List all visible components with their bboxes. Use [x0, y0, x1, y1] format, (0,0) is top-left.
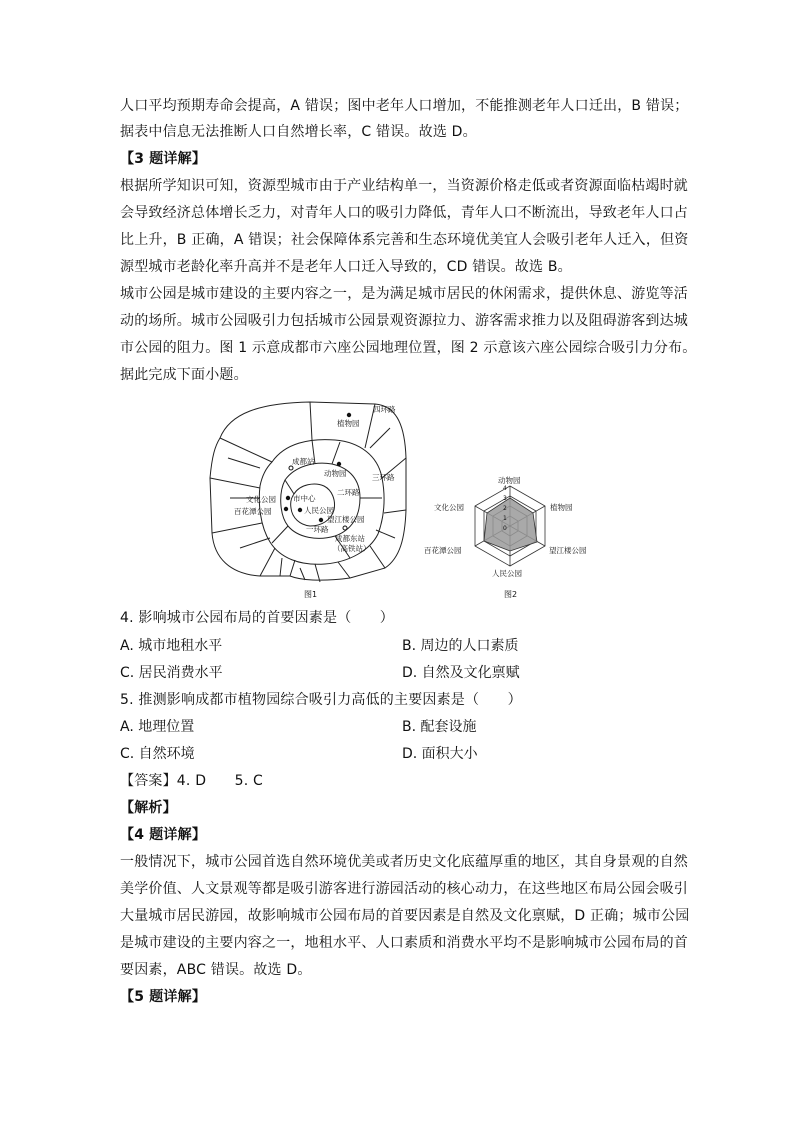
radar-axis-label: 文化公园 [434, 503, 464, 512]
analysis-header: 【解析】 [120, 800, 177, 816]
radar-area [484, 498, 537, 551]
city-center-label: 市中心 [293, 494, 316, 503]
figure1-map [210, 402, 406, 582]
paragraph-line: 据表中信息无法推断人口自然增长率，C 错误。故选 D。 [120, 124, 477, 140]
q4-header: 【4 题详解】 [120, 827, 207, 843]
radar-tick: 4 [503, 485, 507, 492]
chengdu-station-marker [289, 466, 293, 470]
radar-tick: 3 [503, 495, 507, 502]
paragraph-line: 城市公园是城市建设的主要内容之一，是为满足城市居民的休闲需求，提供休息、游览等活 [120, 286, 688, 302]
high-speed-label: （高铁站） [333, 544, 371, 553]
question5-option-b[interactable]: B. 配套设施 [402, 719, 477, 735]
minor-roads [228, 428, 395, 580]
botanical-label: 植物园 [337, 419, 360, 428]
paragraph-line: 市公园的阻力。图 1 示意成都市六座公园地理位置，图 2 示意该六座公园综合吸引力分布。 [120, 340, 697, 356]
question5-stem: 5. 推测影响成都市植物园综合吸引力高低的主要因素是（ ） [120, 692, 522, 708]
radar-axis-label: 植物园 [550, 503, 573, 512]
city-center-marker [286, 496, 290, 500]
botanical-marker [347, 413, 351, 417]
radar-axis-label: 人民公园 [492, 569, 522, 578]
question4-option-b[interactable]: B. 周边的人口素质 [402, 638, 519, 654]
radar-axis-label: 动物园 [498, 476, 521, 485]
paragraph-line: 源型城市老龄化率升高并不是老年人口迁入导致的，CD 错误。故选 B。 [120, 259, 572, 275]
figure2-caption: 图2 [504, 590, 518, 599]
paragraph-line: 人口平均预期寿命会提高，A 错误；图中老年人口增加，不能推测老年人口迁出，B 错误； [120, 98, 689, 114]
paragraph-line: 会导致经济总体增长乏力，对青年人口的吸引力降低，青年人口不断流出，导致老年人口占 [120, 205, 688, 221]
peoples-park-marker [298, 508, 302, 512]
east-station-label: 成都东站 [335, 534, 365, 543]
paragraph-line: 美学价值、人文景观等都是吸引游客进行游园活动的核心动力，在这些地区布局公园会吸引 [120, 881, 688, 897]
question4-option-c[interactable]: C. 居民消费水平 [120, 665, 223, 681]
paragraph-line: 一般情况下，城市公园首选自然环境优美或者历史文化底蕴厚重的地区，其自身景观的自然 [120, 854, 688, 870]
culture-park-label: 文化公园 [246, 495, 276, 504]
paragraph-line: 要因素，ABC 错误。故选 D。 [120, 962, 312, 978]
paragraph-line: 是城市建设的主要内容之一，地租水平、人口素质和消费水平均不是影响城市公园布局的首 [120, 935, 688, 951]
wangjiang-marker [319, 518, 323, 522]
q3-header: 【3 题详解】 [120, 151, 207, 167]
paragraph-line: 大量城市居民游园，故影响城市公园布局的首要因素是自然及文化禀赋，D 正确；城市公园 [120, 908, 690, 924]
zoo-marker [337, 462, 341, 466]
answer-line: 【答案】4. D 5. C [120, 773, 263, 789]
question5-option-c[interactable]: C. 自然环境 [120, 746, 195, 762]
figures [200, 398, 610, 603]
paragraph-line: 比上升，B 正确，A 错误；社会保障体系完善和生态环境优美宜人会吸引老年人迁入，但资 [120, 232, 689, 248]
figure2-radar [424, 475, 587, 599]
zoo-label: 动物园 [324, 469, 347, 478]
east-station-marker [343, 526, 347, 530]
radar-ticks [503, 485, 507, 532]
question4-stem: 4. 影响城市公园布局的首要因素是（ ） [120, 610, 395, 626]
wangjiang-label: 望江楼公园 [327, 515, 365, 524]
ring4-boundary [210, 402, 406, 580]
chengdu-station-label: 成都站 [292, 457, 315, 466]
radar-tick: 0 [503, 525, 507, 532]
paragraph-line: 根据所学知识可知，资源型城市由于产业结构单一，当资源价格走低或者资源面临枯竭时就 [120, 178, 688, 194]
question4-option-d[interactable]: D. 自然及文化禀赋 [402, 665, 520, 681]
radial-roads [210, 402, 406, 582]
ring4-label: 四环路 [373, 405, 396, 414]
question5-option-d[interactable]: D. 面积大小 [402, 746, 478, 762]
question4-option-a[interactable]: A. 城市地租水平 [120, 638, 223, 654]
baihuatan-label: 百花潭公园 [234, 507, 272, 516]
baihuatan-marker [284, 507, 288, 511]
radar-axis-label: 百花潭公园 [424, 546, 462, 555]
peoples-park-label: 人民公园 [304, 506, 334, 515]
paragraph-line: 据此完成下面小题。 [120, 367, 248, 383]
q5-header: 【5 题详解】 [120, 989, 207, 1005]
figure1-caption: 图1 [304, 590, 318, 599]
paragraph-line: 动的场所。城市公园吸引力包括城市公园景观资源拉力、游客需求推力以及阻碍游客到达城 [120, 313, 688, 329]
map-labels [234, 404, 396, 553]
radar-axis-label: 望江楼公园 [549, 546, 587, 555]
ring1-label: 一环路 [306, 525, 329, 534]
ring3-label: 三环路 [372, 473, 395, 482]
ring2-label: 二环路 [337, 488, 360, 497]
radar-tick: 1 [503, 515, 507, 522]
question5-option-a[interactable]: A. 地理位置 [120, 719, 195, 735]
radar-tick: 2 [503, 505, 507, 512]
